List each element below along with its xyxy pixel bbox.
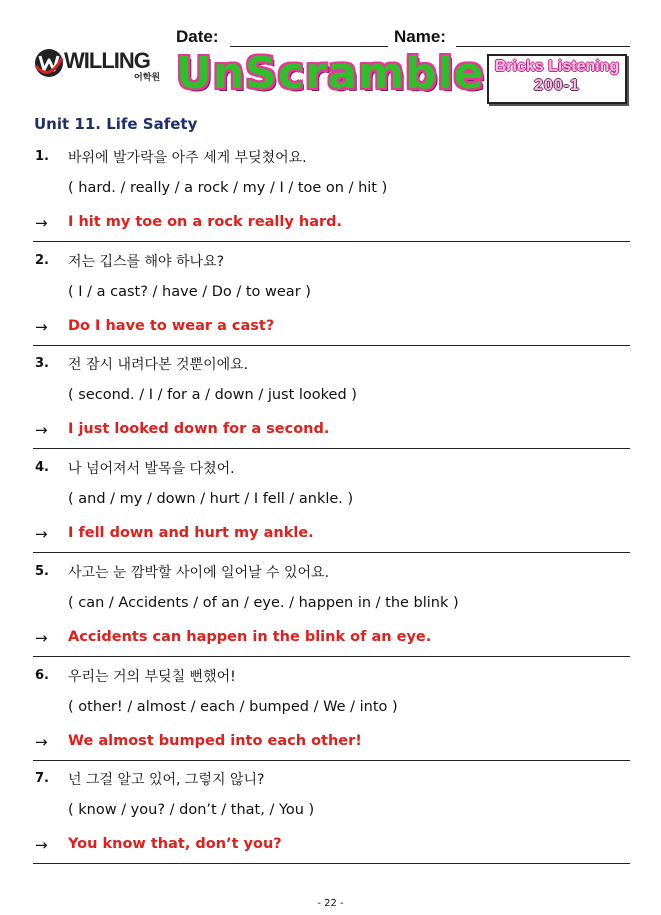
name-field[interactable] [456,46,630,47]
divider [33,760,630,761]
item-number: 5. [35,563,49,579]
arrow-icon: → [35,214,48,232]
korean-sentence: 사고는 눈 깜박할 사이에 일어날 수 있어요. [68,564,330,581]
answer-sentence: We almost bumped into each other! [68,732,362,749]
answer-sentence: I fell down and hurt my ankle. [68,525,314,542]
divider [33,241,630,242]
arrow-icon: → [35,525,48,544]
answer-sentence: I just looked down for a second. [68,421,330,438]
scrambled-words: ( second. / I / for a / down / just looked ) [68,387,357,404]
item-number: 3. [35,356,49,372]
answer-sentence: I hit my toe on a rock really hard. [68,214,343,230]
scrambled-words: ( know / you? / don’t / that, / You ) [68,802,315,819]
name-label: Name: [394,27,446,46]
date-field[interactable] [230,46,388,47]
item-number: 7. [35,771,49,787]
answer-sentence: Accidents can happen in the blink of an eye. [68,628,432,645]
willing-logo [34,44,174,84]
answer-sentence: You know that, don’t you? [68,836,282,853]
scrambled-words: ( and / my / down / hurt / I fell / ankle. ) [68,491,354,508]
divider [33,656,630,657]
divider [33,345,630,346]
logo-w-icon [34,46,64,80]
book-name: Bricks Listening [494,58,620,75]
arrow-icon: → [35,732,48,751]
divider [33,863,630,864]
divider [33,448,630,449]
item-number: 6. [35,667,49,683]
answer-sentence: Do I have to wear a cast? [68,317,275,334]
unit-title: Unit 11. Life Safety [34,115,198,133]
scrambled-words: ( I / a cast? / have / Do / to wear ) [68,283,311,300]
korean-sentence: 바위에 발가락을 아주 세게 부딪쳤어요. [68,150,307,166]
arrow-icon: → [35,317,48,336]
korean-sentence: 나 넘어져서 발목을 다쳤어. [68,461,235,478]
book-badge [487,54,627,104]
date-label: Date: [176,27,219,46]
divider [33,552,630,553]
book-level: 200-1 [534,77,580,94]
page-number: - 22 - [317,898,344,909]
unscramble-title: UnScramble [176,48,485,99]
arrow-icon: → [35,628,48,647]
korean-sentence: 넌 그걸 알고 있어, 그렇지 않니? [68,772,265,789]
item-number: 2. [35,252,49,268]
scrambled-words: ( hard. / really / a rock / my / I / toe on / hit ) [68,180,388,196]
korean-sentence: 우리는 거의 부딪칠 뻔했어! [68,668,236,685]
korean-sentence: 전 잠시 내려다본 것뿐이에요. [68,357,249,374]
arrow-icon: → [35,836,48,855]
scrambled-words: ( other! / almost / each / bumped / We / into ) [68,698,398,715]
scrambled-words: ( can / Accidents / of an / eye. / happen in / the blink ) [68,594,459,611]
korean-sentence: 저는 깁스를 해야 하나요? [68,253,225,270]
arrow-icon: → [35,421,48,440]
item-number: 1. [35,149,49,164]
logo-text: WILLING [64,48,150,73]
logo-subtext: 어학원 [134,73,161,83]
item-number: 4. [35,460,49,476]
